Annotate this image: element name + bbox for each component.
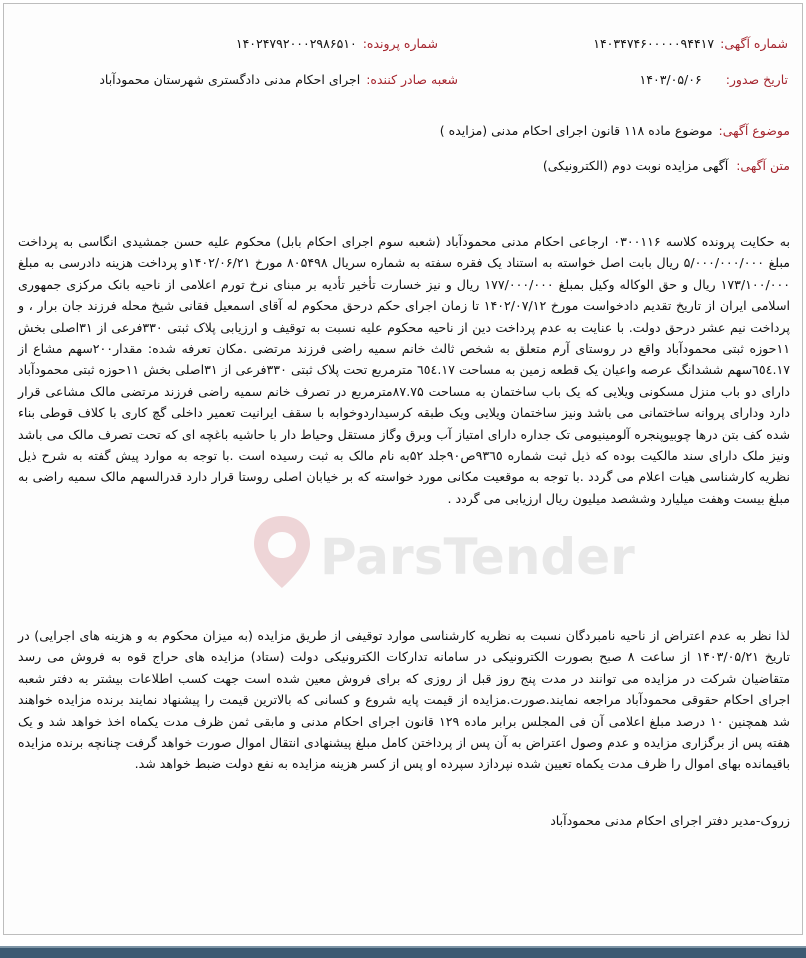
subject-row	[440, 123, 790, 138]
issuing-branch-label: شعبه صادر کننده:	[366, 72, 458, 87]
ad-number-row	[593, 36, 788, 51]
issue-date-label: تاریخ صدور:	[725, 72, 788, 87]
signature-line: زروک-مدیر دفتر اجرای احکام مدنی محمودآباد	[550, 813, 790, 828]
issue-date-row	[640, 72, 788, 87]
subject-label: موضوع آگهی:	[718, 123, 790, 138]
issuing-branch-row	[99, 72, 458, 87]
issuing-branch-value: اجرای احکام مدنی دادگستری شهرستان محمودآباد	[99, 72, 361, 87]
body-paragraph-2: لذا نظر به عدم اعتراض از ناحیه نامبردگان نسبت به نظریه کارشناسی موارد توقیفی از طریق مزایده (به میزان محکوم به و هزینه های اجرایی) در تاریخ ۱۴۰۳/۰۵/۲۱ از ساعت ۸ صبح بصورت الکترونیکی در سامانه تدارکات الکترونیکی دولت (ستاد) مزایده های حراج قوه به فروش می رسد متقاضیان شرکت در مزایده می توانند در مدت پنج روز قبل از روزی که برای فروش معین شده است جهت کسب اطلاعات بیشتر به دفتر شعبه اجرای احکام حقوقی محمودآباد مراجعه نمایند.صورت.مزایده از قیمت پایه شروع و کسانی که بالاترین قیمت را پیشنهاد نمایند برنده مزایده خواهند شد همچنین ۱۰ درصد مبلغ اعلامی آن فی المجلس برابر ماده ۱۲۹ قانون اجرای احکام مدنی و مابقی ثمن ظرف مدت یکماه اخذ خواهد شد و یک هفته پس از برگزاری مزایده و عدم وصول اعتراض به آن پس از پرداختن کامل مبلغ پیشنهادی انتقال اموال صورت خواهد گرفت چنانچه برنده مزایده باقیمانده بهای اموال را ظرف مدت یکماه تعیین شده نپردازد سپرده او پس از کسر هزینه مزایده به نفع دولت ضبط خواهد شد.	[18, 628, 790, 772]
subject-value: موضوع ماده ۱۱۸ قانون اجرای احکام مدنی (مزایده )	[439, 123, 713, 138]
text-title-value: آگهی مزایده نوبت دوم (الکترونیکی)	[542, 158, 729, 173]
case-number-row	[236, 36, 438, 51]
text-title-row	[543, 158, 790, 173]
case-number-label: شماره پرونده:	[362, 36, 438, 51]
body-paragraph-1: به حکایت پرونده کلاسه ۰۳۰۰۱۱۶ ارجاعی احکام مدنی محمودآباد (شعبه سوم اجرای احکام بابل) محکوم علیه حسن جمشیدی انگاسی به پرداخت مبلغ ۵/۰۰۰/۰۰۰/۰۰۰ ریال بابت اصل خواسته به استناد یک فقره سفته به شماره سریال ۸۰۵۴۹۸ مورخ ۱۴۰۲/۰۶/۲۱و پرداخت هزینه دادرسی به مبلغ ۱۷۳/۱۰۰/۰۰۰ ریال و حق الوکاله وکیل بمبلغ ۱۷۷/۰۰۰/۰۰۰ ریال و نیز خسارت تأخیر تأدیه بر مبنای نرخ تورم اعلامی از ناحیه بانک مرکزی جمهوری اسلامی ایران از تاریخ تقدیم دادخواست مورخ ۱۴۰۲/۰۷/۱۲ تا زمان اجرای حکم درحق محکوم له آقای اسمعیل فقانی شیخ محله فرزند جان برار ، و پرداخت نیم عشر درحق دولت. با عنایت به عدم پرداخت دین از ناحیه محکوم علیه نسبت به توقیف و ارزیابی پلاک ثبتی ۳۳۰فرعی از ۳۱اصلی بخش ۱۱حوزه ثبتی محمودآباد واقع در روستای آرم متعلق به شخص ثالث خانم سمیه راضی فرزند مرتضی .مکان تعرفه شده: مقدار۲۰۰سهم مشاع از ٦٥٤.۱۷سهم ششدانگ عرصه واعیان یک قطعه زمین به مساحت ٦٥٤.۱۷ مترمربع تحت پلاک ثبتی ۳۳۰فرعی از ۳۱اصلی بخش ۱۱حوزه ثبتی محمودآباد دارای دو باب منزل مسکونی ویلایی که یک باب ساختمان به مساحت ۸۷.۷۵مترمربع در تصرف خانم سمیه راضی فرزند مرتضی مالک مشاعی قرار دارد ودارای پروانه ساختمانی می باشد ونیز ساختمان ویلایی ویک طبقه کرسیداردوخوابه با سقف ایرانیت تعمیر داخلی گچ کاری با کلاف قوطی بناء شده کف بتن درها چوبیوپنجره آلومینیومی تک جداره دارای امتیاز آب وبرق وگاز مستقل وحیاط دار با حاشیه باغچه ای که تحت تصرف مالک می باشد ونیز ملک دارای سند مالکیت بوده که ذیل ثبت شماره ۹۳٦٥ص۹۰جلد ۵۲به نام مالک به ثبت رسیده است .با توجه به موارد پیش گفته به شرح ذیل نظریه کارشناسی هیات اعلام می گردد .با توجه به موقعیت مکانی مورد خواسته که بر خیابان اصلی روستا قرار دارد قدرالسهم مالک سمیه راضی به مبلغ بیست وهفت میلیارد وششصد میلیون ریال ارزیابی می گردد .	[18, 234, 790, 506]
text-title-label: متن آگهی:	[736, 158, 790, 173]
ad-number-value: ۱۴۰۳۴۷۴۶۰۰۰۰۰۹۴۴۱۷	[593, 36, 715, 51]
issue-date-value: ۱۴۰۳/۰۵/۰۶	[639, 72, 702, 87]
bottom-band-highlight	[0, 946, 806, 948]
case-number-value: ۱۴۰۲۴۷۹۲۰۰۰۲۹۸۶۵۱۰	[235, 36, 357, 51]
ad-number-label: شماره آگهی:	[720, 36, 788, 51]
